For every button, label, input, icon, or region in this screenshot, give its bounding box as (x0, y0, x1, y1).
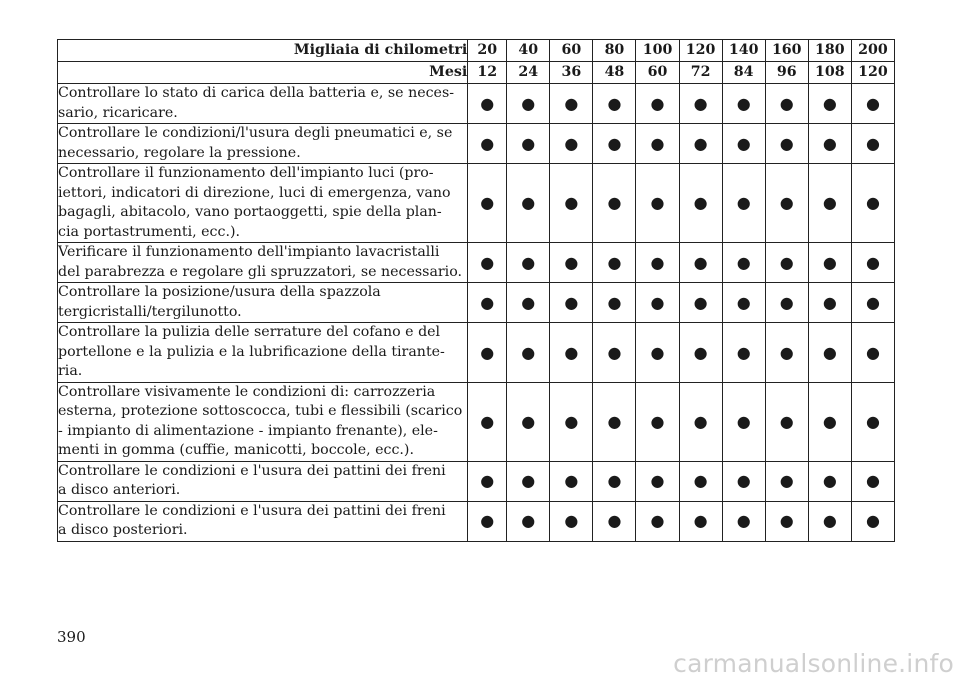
scheduled-mark: ● (593, 382, 636, 461)
scheduled-mark: ● (679, 243, 722, 283)
scheduled-mark: ● (808, 124, 851, 164)
km-header-cell: 120 (679, 40, 722, 62)
scheduled-mark: ● (636, 124, 679, 164)
maintenance-row (58, 501, 895, 541)
scheduled-mark: ● (722, 84, 765, 124)
months-header-cell: 36 (550, 62, 593, 84)
months-header-cell: 108 (808, 62, 851, 84)
scheduled-mark: ● (593, 84, 636, 124)
maintenance-row (58, 124, 895, 164)
maintenance-task-text: Controllare la pulizia delle serrature del cofano e del portellone e la pulizia e la lubrificazione della tirante- ria. (58, 323, 468, 383)
maintenance-task-text: Controllare il funzionamento dell'impianto luci (pro- iettori, indicatori di direzione, luci di emergenza, vano bagagli, abitacolo, vano portaoggetti, spie della plan- cia portastrumenti, ecc.). (58, 164, 468, 243)
scheduled-mark: ● (679, 84, 722, 124)
scheduled-mark: ● (593, 124, 636, 164)
scheduled-mark: ● (808, 243, 851, 283)
scheduled-mark: ● (636, 164, 679, 243)
page-number: 390 (57, 628, 86, 646)
scheduled-mark: ● (507, 501, 550, 541)
scheduled-mark: ● (765, 164, 808, 243)
scheduled-mark: ● (679, 164, 722, 243)
maintenance-task-text: Controllare le condizioni e l'usura dei pattini dei freni a disco anteriori. (58, 461, 468, 501)
scheduled-mark: ● (507, 461, 550, 501)
scheduled-mark: ● (593, 461, 636, 501)
scheduled-mark: ● (765, 243, 808, 283)
scheduled-mark: ● (722, 124, 765, 164)
scheduled-mark: ● (507, 382, 550, 461)
scheduled-mark: ● (636, 84, 679, 124)
km-header-cell: 180 (808, 40, 851, 62)
scheduled-mark: ● (808, 461, 851, 501)
scheduled-mark: ● (722, 501, 765, 541)
scheduled-mark: ● (808, 283, 851, 323)
km-header-cell: 140 (722, 40, 765, 62)
maintenance-schedule-table (57, 39, 895, 542)
scheduled-mark: ● (808, 501, 851, 541)
scheduled-mark: ● (808, 382, 851, 461)
maintenance-task-text: Controllare la posizione/usura della spazzola tergicristalli/tergilunotto. (58, 283, 468, 323)
scheduled-mark: ● (851, 501, 894, 541)
scheduled-mark: ● (550, 323, 593, 383)
scheduled-mark: ● (468, 84, 507, 124)
scheduled-mark: ● (808, 84, 851, 124)
scheduled-mark: ● (679, 382, 722, 461)
watermark: carmanualsonline.info (673, 649, 954, 678)
scheduled-mark: ● (851, 164, 894, 243)
scheduled-mark: ● (468, 382, 507, 461)
scheduled-mark: ● (468, 164, 507, 243)
scheduled-mark: ● (550, 243, 593, 283)
maintenance-row (58, 461, 895, 501)
months-header-cell: 84 (722, 62, 765, 84)
scheduled-mark: ● (507, 84, 550, 124)
maintenance-row (58, 243, 895, 283)
scheduled-mark: ● (765, 323, 808, 383)
scheduled-mark: ● (636, 243, 679, 283)
scheduled-mark: ● (851, 243, 894, 283)
scheduled-mark: ● (765, 124, 808, 164)
maintenance-task-text: Verificare il funzionamento dell'impianto lavacristalli del parabrezza e regolare gli spruzzatori, se necessario. (58, 243, 468, 283)
maintenance-task-text: Controllare lo stato di carica della batteria e, se neces- sario, ricaricare. (58, 84, 468, 124)
maintenance-row (58, 323, 895, 383)
scheduled-mark: ● (507, 323, 550, 383)
maintenance-row (58, 283, 895, 323)
months-header-cell: 72 (679, 62, 722, 84)
scheduled-mark: ● (851, 461, 894, 501)
scheduled-mark: ● (550, 164, 593, 243)
scheduled-mark: ● (593, 283, 636, 323)
scheduled-mark: ● (550, 501, 593, 541)
months-header-cell: 12 (468, 62, 507, 84)
scheduled-mark: ● (851, 382, 894, 461)
scheduled-mark: ● (636, 382, 679, 461)
scheduled-mark: ● (550, 124, 593, 164)
scheduled-mark: ● (507, 124, 550, 164)
km-header-cell: 40 (507, 40, 550, 62)
months-header-cell: 48 (593, 62, 636, 84)
km-header-row (58, 40, 895, 62)
scheduled-mark: ● (593, 164, 636, 243)
scheduled-mark: ● (722, 382, 765, 461)
maintenance-row (58, 382, 895, 461)
scheduled-mark: ● (722, 323, 765, 383)
scheduled-mark: ● (468, 243, 507, 283)
scheduled-mark: ● (636, 283, 679, 323)
scheduled-mark: ● (550, 283, 593, 323)
months-header-cell: 120 (851, 62, 894, 84)
scheduled-mark: ● (679, 461, 722, 501)
km-header-cell: 160 (765, 40, 808, 62)
maintenance-row (58, 84, 895, 124)
scheduled-mark: ● (765, 382, 808, 461)
scheduled-mark: ● (679, 124, 722, 164)
maintenance-task-text: Controllare le condizioni e l'usura dei pattini dei freni a disco posteriori. (58, 501, 468, 541)
scheduled-mark: ● (722, 283, 765, 323)
scheduled-mark: ● (722, 461, 765, 501)
scheduled-mark: ● (808, 164, 851, 243)
scheduled-mark: ● (507, 164, 550, 243)
months-header-cell: 96 (765, 62, 808, 84)
scheduled-mark: ● (722, 164, 765, 243)
scheduled-mark: ● (679, 283, 722, 323)
km-header-cell: 80 (593, 40, 636, 62)
scheduled-mark: ● (636, 323, 679, 383)
scheduled-mark: ● (765, 461, 808, 501)
scheduled-mark: ● (851, 283, 894, 323)
scheduled-mark: ● (507, 243, 550, 283)
months-header-cell: 24 (507, 62, 550, 84)
scheduled-mark: ● (468, 501, 507, 541)
scheduled-mark: ● (765, 283, 808, 323)
scheduled-mark: ● (851, 323, 894, 383)
scheduled-mark: ● (636, 461, 679, 501)
km-header-cell: 200 (851, 40, 894, 62)
scheduled-mark: ● (550, 84, 593, 124)
scheduled-mark: ● (468, 283, 507, 323)
scheduled-mark: ● (722, 243, 765, 283)
scheduled-mark: ● (851, 124, 894, 164)
km-header-label: Migliaia di chilometri (58, 40, 468, 62)
months-header-row (58, 62, 895, 84)
months-header-cell: 60 (636, 62, 679, 84)
scheduled-mark: ● (468, 461, 507, 501)
km-header-cell: 100 (636, 40, 679, 62)
maintenance-task-text: Controllare le condizioni/l'usura degli pneumatici e, se necessario, regolare la pressione. (58, 124, 468, 164)
months-header-label: Mesi (58, 62, 468, 84)
scheduled-mark: ● (765, 501, 808, 541)
scheduled-mark: ● (550, 461, 593, 501)
scheduled-mark: ● (550, 382, 593, 461)
km-header-cell: 60 (550, 40, 593, 62)
scheduled-mark: ● (593, 323, 636, 383)
scheduled-mark: ● (468, 323, 507, 383)
scheduled-mark: ● (593, 243, 636, 283)
scheduled-mark: ● (468, 124, 507, 164)
scheduled-mark: ● (679, 323, 722, 383)
scheduled-mark: ● (765, 84, 808, 124)
scheduled-mark: ● (679, 501, 722, 541)
maintenance-row (58, 164, 895, 243)
scheduled-mark: ● (808, 323, 851, 383)
scheduled-mark: ● (507, 283, 550, 323)
scheduled-mark: ● (851, 84, 894, 124)
maintenance-task-text: Controllare visivamente le condizioni di: carrozzeria esterna, protezione sottoscocca, tubi e flessibili (scarico - impianto di alimentazione - impianto frenante), ele- menti in gomma (cuffie, manicotti, boccole, ecc.). (58, 382, 468, 461)
km-header-cell: 20 (468, 40, 507, 62)
scheduled-mark: ● (636, 501, 679, 541)
scheduled-mark: ● (593, 501, 636, 541)
